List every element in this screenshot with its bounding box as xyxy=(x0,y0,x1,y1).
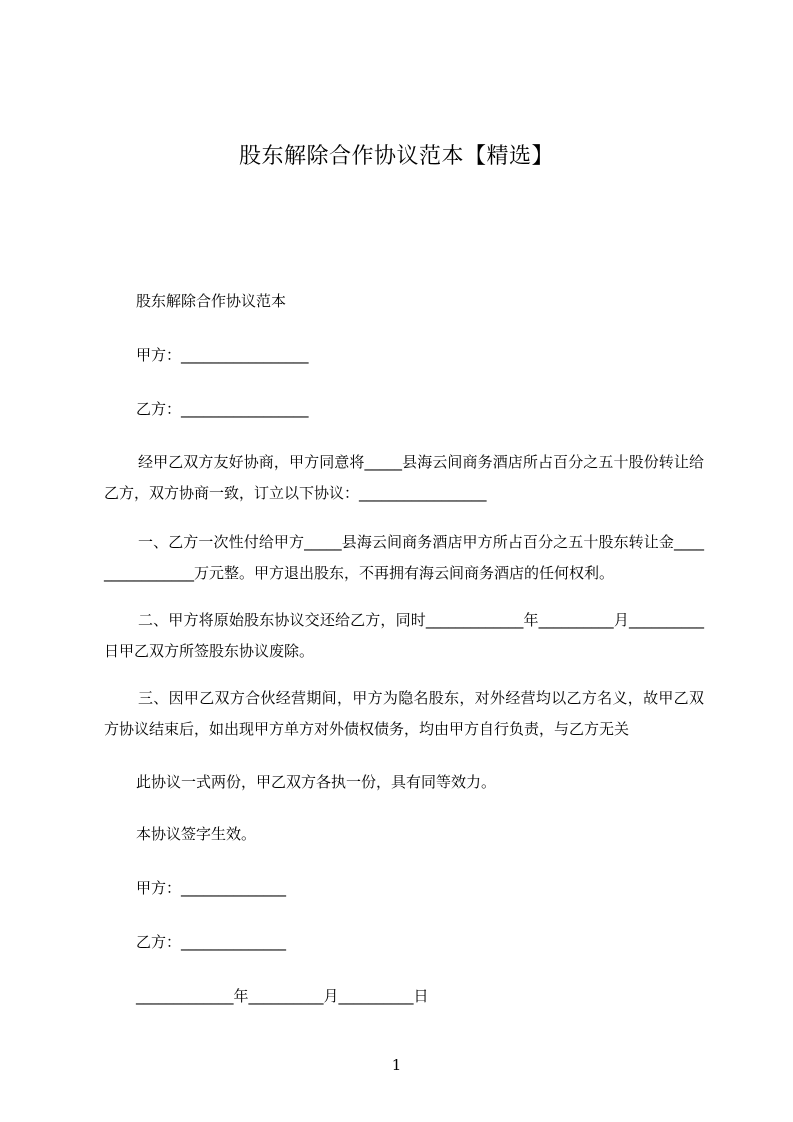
date-line: _____________年__________月__________日 xyxy=(136,987,429,1005)
paragraph-intro: 经甲乙双方友好协商，甲方同意将_____县海云间商务酒店所占百分之五十股份转让给乙方，双方协商一致，订立以下协议：_________________ xyxy=(104,453,704,502)
signature-party-b: 乙方：______________ xyxy=(136,933,287,951)
effective-clause: 本协议签字生效。 xyxy=(136,825,257,843)
paragraph-clause-2: 二、甲方将原始股东协议交还给乙方，同时_____________年__________月__________日甲乙双方所签股东协议废除。 xyxy=(104,611,704,660)
paragraph-clause-3: 三、因甲乙双方合伙经营期间，甲方为隐名股东，对外经营均以乙方名义，故甲乙双方协议结束后，如出现甲方单方对外债权债务，均由甲方自行负责，与乙方无关 xyxy=(104,689,704,738)
document-subtitle: 股东解除合作协议范本 xyxy=(136,292,287,310)
party-a-line: 甲方：_________________ xyxy=(136,346,309,364)
document-title: 股东解除合作协议范本【精选】 xyxy=(238,144,554,169)
copies-clause: 此协议一式两份，甲乙双方各执一份，具有同等效力。 xyxy=(136,773,497,791)
signature-party-a: 甲方：______________ xyxy=(136,879,287,897)
page-number: 1 xyxy=(391,1056,402,1074)
party-b-line: 乙方：_________________ xyxy=(136,400,309,418)
paragraph-clause-1: 一、乙方一次性付给甲方_____县海云间商务酒店甲方所占百分之五十股东转让金________________万元整。甲方退出股东，不再拥有海云间商务酒店的任何权利。 xyxy=(104,533,704,582)
